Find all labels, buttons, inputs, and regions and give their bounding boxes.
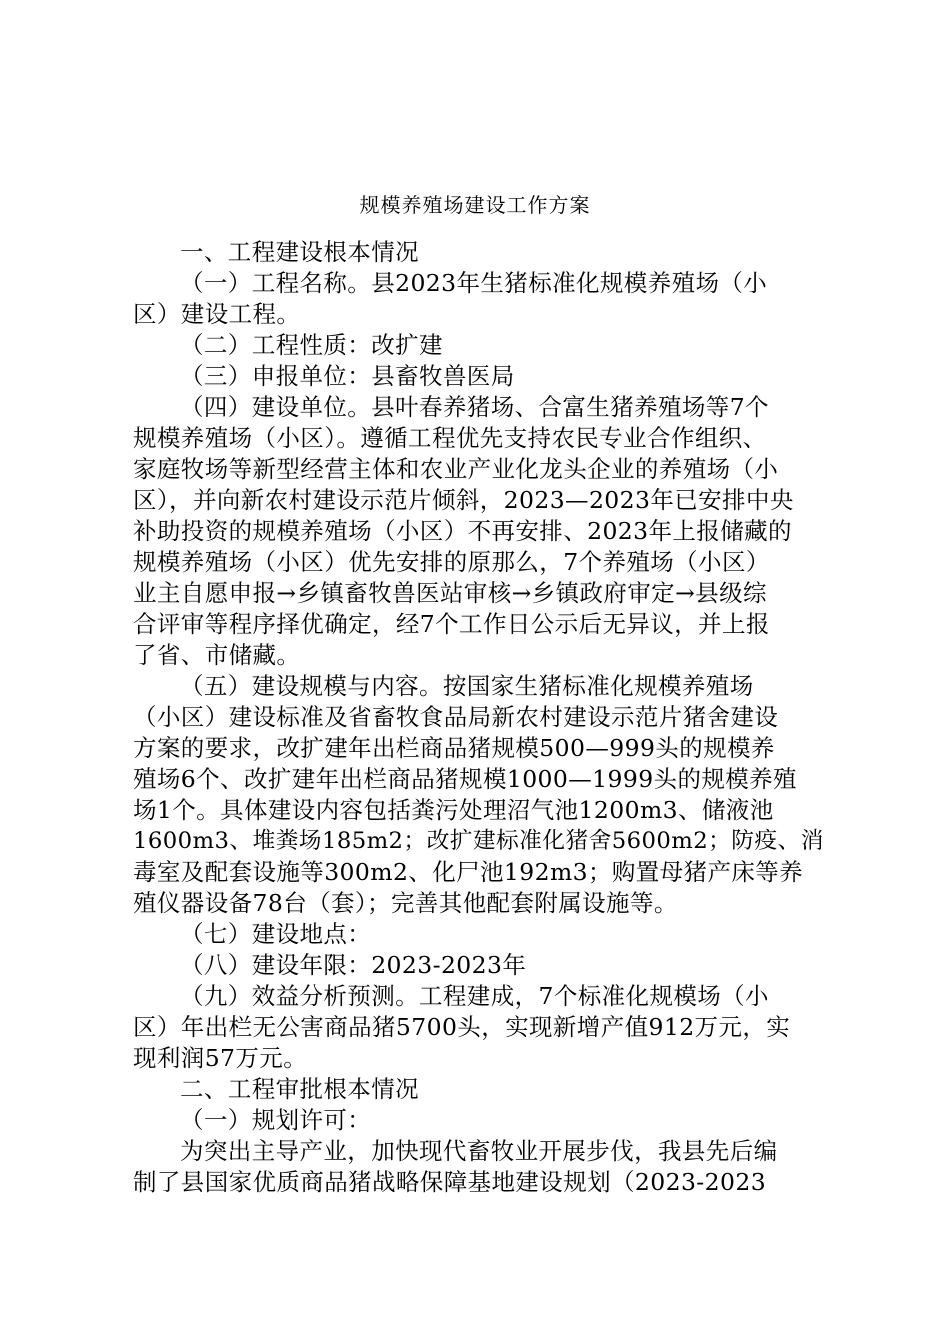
paragraph-line: 区）建设工程。 [133, 300, 301, 328]
paragraph-line: 业主自愿申报→乡镇畜牧兽医站审核→乡镇政府审定→县级综 [133, 579, 767, 607]
paragraph-line: 合评审等程序择优确定，经7个工作日公示后无异议，并上报 [133, 610, 770, 638]
paragraph-line: （一）规划许可： [180, 1106, 372, 1134]
paragraph-line: （二）工程性质：改扩建 [180, 331, 443, 359]
document-title: 规模养殖场建设工作方案 [359, 193, 591, 217]
paragraph-line: 区）年出栏无公害商品猪5700头，实现新增产值912万元，实 [133, 1013, 791, 1041]
paragraph-line: 制了县国家优质商品猪战略保障基地建设规划（2023-2023 [133, 1168, 767, 1196]
paragraph-line: 为突出主导产业，加快现代畜牧业开展步伐，我县先后编 [180, 1137, 778, 1165]
paragraph-line: （九）效益分析预测。工程建成，7个标准化规模场（小 [180, 982, 769, 1010]
paragraph-line: 殖场6个、改扩建年出栏商品猪规模1000—1999头的规模养殖 [133, 765, 797, 793]
paragraph-line: 场1个。具体建设内容包括粪污处理沼气池1200m3、储液池 [133, 796, 774, 824]
paragraph-line: 殖仪器设备78台（套）；完善其他配套附属设施等。 [133, 889, 678, 917]
paragraph-line: （八）建设年限：2023-2023年 [180, 951, 527, 979]
paragraph-line: （一）工程名称。县2023年生猪标准化规模养殖场（小 [180, 269, 768, 297]
paragraph-line: （四）建设单位。县叶春养猪场、合富生猪养殖场等7个 [180, 393, 769, 421]
paragraph-line: 家庭牧场等新型经营主体和农业产业化龙头企业的养殖场（小 [133, 455, 779, 483]
paragraph-line: 毒室及配套设施等300m2、化尸池192m3；购置母猪产床等养 [133, 858, 804, 886]
paragraph-line: 补助投资的规模养殖场（小区）不再安排、2023年上报储藏的 [133, 517, 792, 545]
paragraph-line: （五）建设规模与内容。按国家生猪标准化规模养殖场 [180, 672, 754, 700]
paragraph-line: 了省、市储藏。 [133, 641, 301, 669]
paragraph-line: （小区）建设标准及省畜牧食品局新农村建设示范片猪舍建设 [133, 703, 779, 731]
paragraph-line: 方案的要求，改扩建年出栏商品猪规模500—999头的规模养 [133, 734, 775, 762]
paragraph-line: 规模养殖场（小区）。遵循工程优先支持农民专业合作组织、 [133, 424, 767, 452]
paragraph-line: 规模养殖场（小区）优先安排的原那么，7个养殖场（小区） [133, 548, 770, 576]
section-heading: 二、工程审批根本情况 [180, 1075, 419, 1103]
paragraph-line: 1600m3、堆粪场185m2；改扩建标准化猪舍5600m2；防疫、消 [133, 828, 824, 854]
paragraph-line: （七）建设地点： [180, 920, 372, 948]
paragraph-line: 现利润57万元。 [133, 1044, 308, 1072]
section-heading: 一、工程建设根本情况 [180, 238, 419, 266]
paragraph-line: 区），并向新农村建设示范片倾斜，2023—2023年已安排中央 [133, 486, 794, 514]
paragraph-line: （三）申报单位：县畜牧兽医局 [180, 362, 515, 390]
